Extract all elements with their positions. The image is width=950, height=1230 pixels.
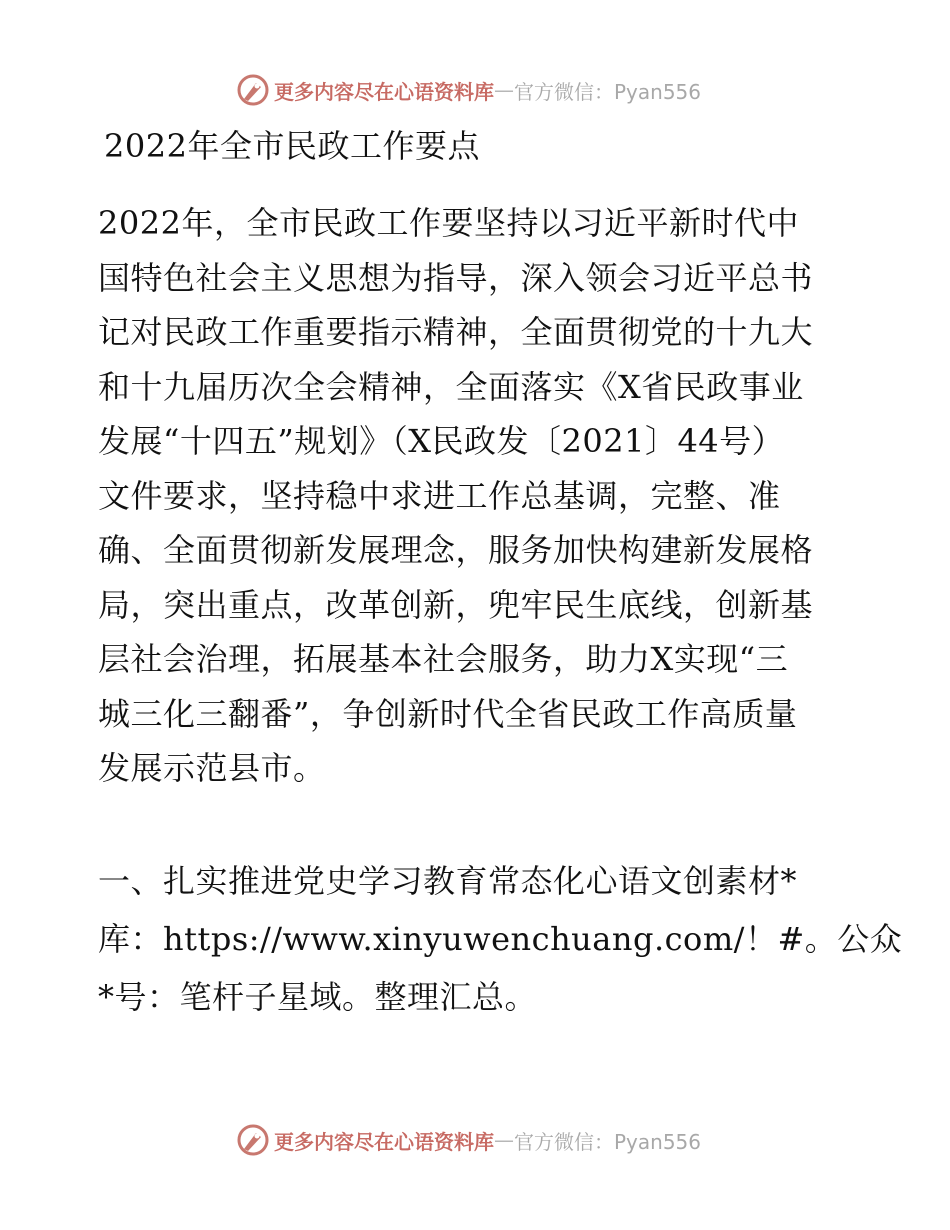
paragraph-line: 局，突出重点，改革创新，兜牢民生底线，创新基 bbox=[98, 585, 814, 624]
paragraph-line: 记对民政工作重要指示精神，全面贯彻党的十九大 bbox=[98, 313, 814, 351]
section-one-paragraph bbox=[98, 852, 903, 1026]
paragraph-line: 确、全面贯彻新发展理念，服务加快构建新发展格 bbox=[98, 531, 814, 569]
banner-separator: — bbox=[494, 78, 514, 102]
paragraph-line: *号：笔杆子星域。整理汇总。 bbox=[98, 978, 538, 1016]
paragraph-line: 和十九届历次全会精神，全面落实《X省民政事业 bbox=[98, 367, 804, 406]
paragraph-line: 发展示范县市。 bbox=[98, 749, 326, 787]
paragraph-line: 层社会治理，拓展基本社会服务，助力X实现“三 bbox=[98, 640, 789, 678]
banner-separator: — bbox=[494, 1128, 514, 1152]
header-banner bbox=[236, 72, 701, 108]
banner-account: 官方微信：Pyan556 bbox=[514, 79, 702, 104]
footer-banner bbox=[236, 1122, 701, 1158]
paragraph-line: 城三化三翻番”，争创新时代全省民政工作高质量 bbox=[98, 694, 798, 733]
banner-text: 更多内容尽在心语资料库 bbox=[274, 79, 494, 104]
banner-account: 官方微信：Pyan556 bbox=[514, 1129, 702, 1154]
pen-nib-logo-icon bbox=[236, 1123, 270, 1157]
banner-text: 更多内容尽在心语资料库 bbox=[274, 1129, 494, 1154]
paragraph-line: 2022年，全市民政工作要坚持以习近平新时代中 bbox=[98, 204, 799, 242]
paragraph-line: 文件要求，坚持稳中求进工作总基调，完整、准 bbox=[98, 476, 781, 515]
paragraph-line: 发展“十四五”规划》（X民政发〔2021〕44号） bbox=[98, 422, 785, 460]
intro-paragraph bbox=[98, 196, 858, 796]
paragraph-line: 国特色社会主义思想为指导，深入领会习近平总书 bbox=[98, 258, 814, 297]
pen-nib-logo-icon bbox=[236, 73, 270, 107]
document-title: 2022年全市民政工作要点 bbox=[104, 127, 480, 165]
paragraph-line: 一、扎实推进党史学习教育常态化心语文创素材* bbox=[98, 862, 798, 900]
paragraph-line: 库：https://www.xinyuwenchuang.com/！#。公众 bbox=[98, 920, 903, 958]
